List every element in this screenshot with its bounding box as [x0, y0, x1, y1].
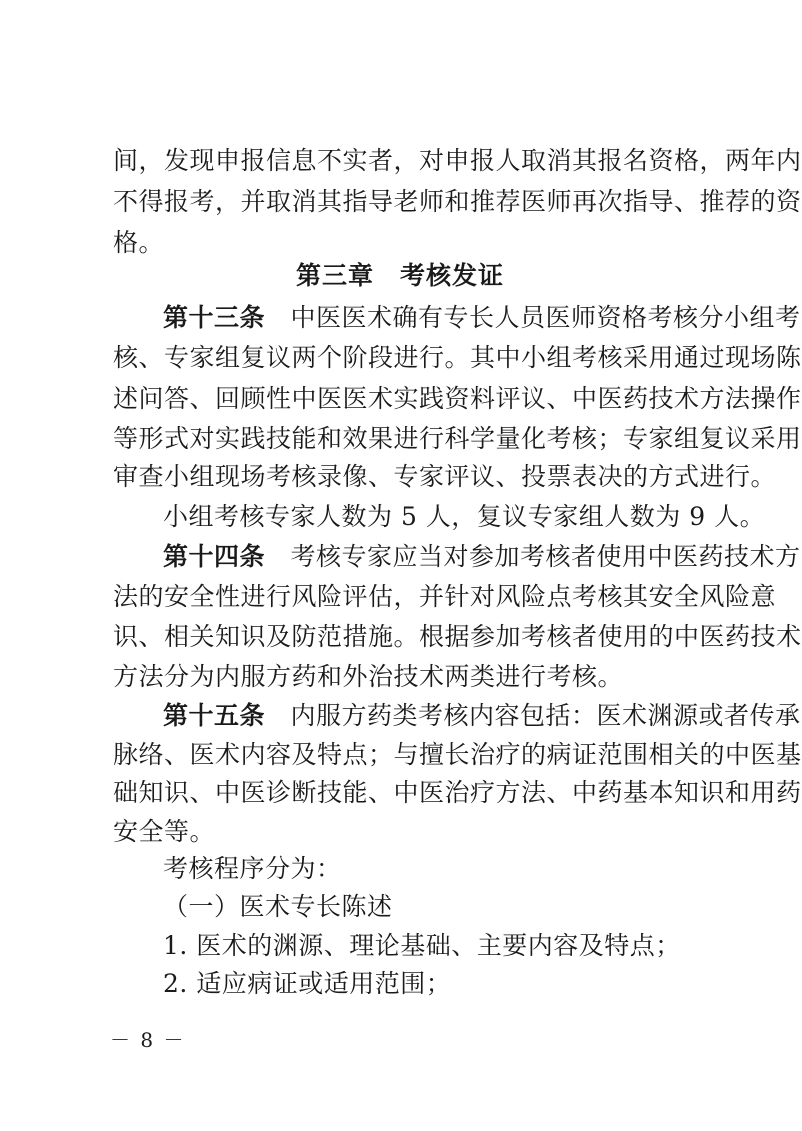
paragraph-line: 不得报考，并取消其指导老师和推荐医师再次指导、推荐的资 [113, 187, 802, 216]
article-text: 考核专家应当对参加考核者使用中医药技术方 [290, 542, 801, 571]
paragraph-line: 格。 [113, 228, 165, 257]
paragraph-line: 间，发现申报信息不实者，对申报人取消其报名资格，两年内 [113, 146, 802, 175]
paragraph-line: 安全等。 [113, 817, 216, 846]
paragraph-line: 述问答、回顾性中医医术实践资料评议、中医药技术方法操作 [113, 384, 802, 413]
paragraph-line: 等形式对实践技能和效果进行科学量化考核；专家组复议采用 [113, 424, 802, 453]
paragraph-line: 脉络、医术内容及特点；与擅长治疗的病证范围相关的中医基 [113, 740, 802, 769]
paragraph-line: 小组考核专家人数为 5 人，复议专家组人数为 9 人。 [163, 502, 766, 531]
article-14-first-line [163, 540, 801, 574]
article-title: 第十四条 [163, 542, 266, 571]
paragraph-line: 考核程序分为： [163, 854, 342, 883]
chapter-heading: 第三章 考核发证 [295, 261, 504, 290]
list-heading: （一）医术专长陈述 [163, 892, 393, 921]
list-item: 2. 适应病证或适用范围； [163, 969, 452, 998]
paragraph-line: 法的安全性进行风险评估，并针对风险点考核其安全风险意 [113, 582, 777, 611]
paragraph-line: 础知识、中医诊断技能、中医治疗方法、中药基本知识和用药 [113, 778, 802, 807]
article-text: 中医医术确有专长人员医师资格考核分小组考 [290, 303, 801, 332]
article-title: 第十三条 [163, 303, 266, 332]
article-text: 内服方药类考核内容包括：医术渊源或者传承 [290, 701, 801, 730]
article-15-first-line [163, 699, 801, 733]
paragraph-line: 识、相关知识及防范措施。根据参加考核者使用的中医药技术 [113, 622, 802, 651]
article-13-first-line [163, 301, 801, 335]
page-number: － 8 － [110, 1028, 186, 1052]
list-item: 1. 医术的渊源、理论基础、主要内容及特点； [163, 931, 681, 960]
paragraph-line: 方法分为内服方药和外治技术两类进行考核。 [113, 662, 624, 691]
paragraph-line: 核、专家组复议两个阶段进行。其中小组考核采用通过现场陈 [113, 343, 802, 372]
paragraph-line: 审查小组现场考核录像、专家评议、投票表决的方式进行。 [113, 462, 777, 491]
article-title: 第十五条 [163, 701, 266, 730]
